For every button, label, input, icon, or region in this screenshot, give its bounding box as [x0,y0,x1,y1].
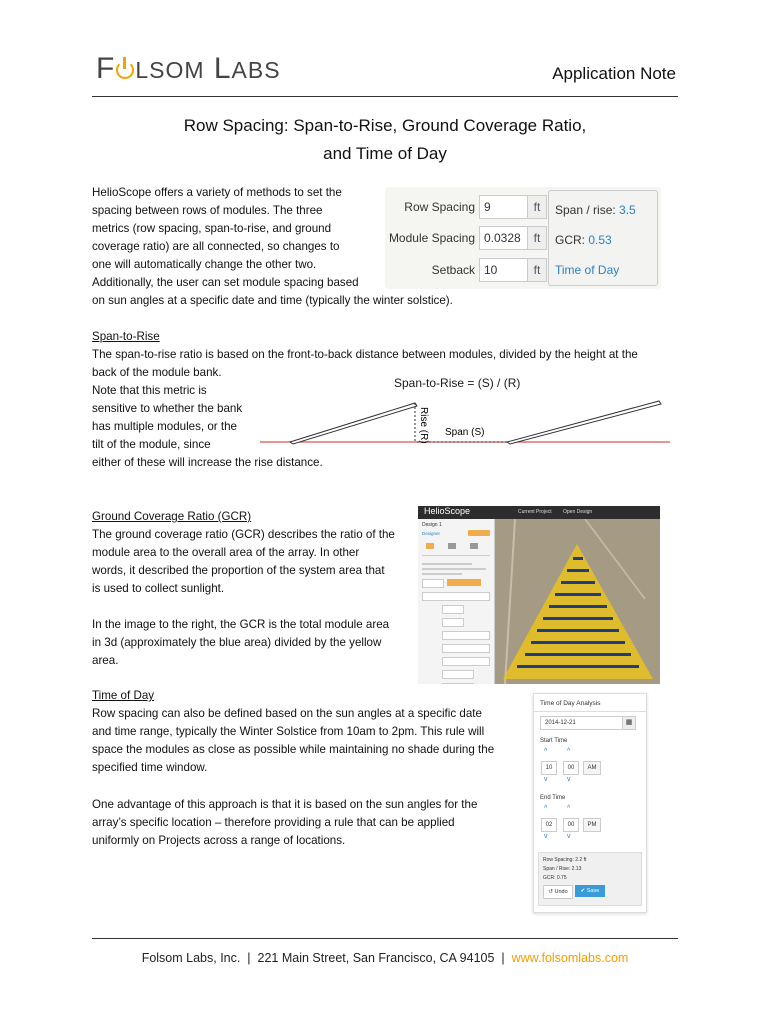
row-spacing-row [385,195,545,221]
gcr-value[interactable]: 0.53 [588,233,612,247]
design-title: Design 1 [422,522,442,528]
intro-line: on sun angles at a specific date and time (typically the winter solstice). [92,294,453,307]
logo-f: F [96,52,116,85]
span-rise-diagram [255,395,675,450]
row-spacing-label: Row Spacing [404,200,475,214]
calendar-icon[interactable]: ▦ [622,717,635,729]
tod-line: space the modules as close as possible while maintaining no shade during the [92,743,495,756]
tab-settings-icon[interactable] [470,543,478,549]
start-hour-up-icon[interactable]: ^ [544,748,548,755]
row-spacing-input[interactable]: 9 [479,195,529,219]
str-line: either of these will increase the rise distance. [92,456,323,469]
page-title-line1: Row Spacing: Span-to-Rise, Ground Coverage Ratio, [183,116,587,135]
end-hour-up-icon[interactable]: ^ [544,805,548,812]
intro-line: coverage ratio) are all connected, so changes to [92,240,340,253]
footer [92,951,678,965]
start-hour-input[interactable]: 10 [541,761,557,775]
end-hour-input[interactable]: 02 [541,818,557,832]
gcr-line: is used to collect sunlight. [92,582,225,595]
header-divider [92,96,678,97]
undo-button[interactable] [543,885,573,899]
module-spacing-input[interactable]: 0.0328 [479,226,529,250]
nav-current-project[interactable]: Current Project [518,509,552,515]
unit-addon: ft [527,258,547,282]
row-spacing-panel [385,187,661,289]
end-min-down-icon[interactable]: v [567,833,571,840]
span-rise-stat [555,203,636,217]
time-of-day-heading: Time of Day [92,689,155,702]
gcr-line: words, it described the proportion of the system area that [92,564,385,577]
helioscope-sidebar [418,519,495,684]
helioscope-brand[interactable]: HelioScope [424,506,471,516]
end-min-up-icon[interactable]: ^ [567,805,571,812]
undo-icon: ↺ [548,889,553,895]
start-time-label: Start Time [540,738,568,744]
time-of-day-link[interactable]: Time of Day [555,263,620,277]
date-input[interactable] [540,716,636,730]
time-of-day-paragraph [92,705,522,777]
logo-l: L [213,52,232,85]
tab-keepouts-icon[interactable] [448,543,456,549]
satellite-array-map [495,519,660,684]
end-ampm-button[interactable]: PM [583,818,601,832]
module-bank-rear [507,401,661,444]
tab-field-segments-icon[interactable] [426,543,434,549]
start-min-down-icon[interactable]: v [567,776,571,783]
str-line: Note that this metric is [92,384,207,397]
result-gcr: GCR: 0.75 [543,875,567,881]
start-min-input[interactable]: 00 [563,761,579,775]
module-spacing-label: Module Spacing [388,231,475,245]
gcr-line: area. [92,654,119,667]
save-button[interactable] [575,885,605,897]
str-line: sensitive to whether the bank [92,402,243,415]
gcr-label: GCR: [555,233,585,247]
footer-separator: | [501,951,505,965]
intro-line: one will automatically change the other two. [92,258,317,271]
module-bank-front [290,403,417,444]
module-spacing-row [385,226,545,252]
str-line: has multiple modules, or the [92,420,237,433]
start-min-up-icon[interactable]: ^ [567,748,571,755]
unit-addon: ft [527,226,547,250]
end-min-input[interactable]: 00 [563,818,579,832]
gcr-paragraph-2 [92,616,412,670]
str-line: tilt of the module, since [92,438,211,451]
logo-lsom: LSOM [135,57,205,83]
gcr-paragraph [92,526,412,598]
save-icon: ✔ [580,888,586,894]
date-value: 2014-12-21 [545,720,576,726]
tod-panel-title: Time of Day Analysis [540,700,601,707]
intro-line: Additionally, the user can set module spacing based [92,276,359,289]
str-line: The span-to-rise ratio is based on the front-to-back distance between modules, divided by the height at the [92,348,638,361]
start-hour-down-icon[interactable]: v [544,776,548,783]
end-time-label: End Time [540,795,566,801]
tod-line: Row spacing can also be defined based on the sun angles at a specific date [92,707,482,720]
doc-type-label: Application Note [552,64,676,83]
gcr-line: module area to the overall area of the array. In other [92,546,360,559]
tod-line: uniformly on Projects across a range of locations. [92,834,346,847]
span-rise-label: Span / rise: [555,203,616,217]
tod-line: and time range, typically the Winter Solstice from 10am to 2pm. This rule will [92,725,485,738]
gcr-stat [555,233,612,247]
setback-label: Setback [431,263,475,277]
save-label: Save [586,888,600,894]
span-rise-value[interactable]: 3.5 [619,203,636,217]
time-of-day-panel [533,693,647,913]
page-title-line2: and Time of Day [323,144,447,163]
sidebar-tabs [422,541,490,556]
spacing-metrics-box [548,190,658,286]
nav-open-design[interactable]: Open Design [563,509,593,515]
footer-url-link[interactable]: www.folsomlabs.com [511,951,629,965]
result-span-rise: Span / Rise: 2.13 [543,866,582,872]
result-row-spacing: Row Spacing: 2.2 ft [543,857,587,863]
helioscope-navbar [418,506,660,519]
sidebar-form [422,561,490,679]
setback-row [385,258,545,284]
gcr-line: in 3d (approximately the blue area) divided by the yellow [92,636,382,649]
start-ampm-button[interactable]: AM [583,761,601,775]
span-to-rise-heading: Span-to-Rise [92,330,160,343]
str-line: back of the module bank. [92,366,222,379]
power-o-icon [116,57,134,79]
intro-line: spacing between rows of modules. The three [92,204,323,217]
tod-line: One advantage of this approach is that it is based on the sun angles for the [92,798,478,811]
tod-line: specified time window. [92,761,208,774]
footer-company: Folsom Labs, Inc. [141,951,241,965]
span-label: Span (S) [445,427,485,438]
time-of-day-paragraph-2 [92,796,522,850]
footer-divider [92,938,678,939]
setback-input[interactable]: 10 [479,258,529,282]
unit-addon: ft [527,195,547,219]
sidebar-orange-button[interactable] [468,530,490,536]
helioscope-screenshot [418,506,660,684]
undo-label: Undo [554,889,568,895]
gcr-line: The ground coverage ratio (GCR) describes the ratio of the [92,528,395,541]
footer-separator: | [247,951,251,965]
folsom-labs-logo [96,52,281,86]
designer-link[interactable]: Designer [422,531,441,536]
logo-abs: ABS [231,57,281,83]
intro-line: metrics (row spacing, span-to-rise, and ground [92,222,332,235]
gcr-line: In the image to the right, the GCR is the total module area [92,618,390,631]
rise-label: Rise (R) [418,407,429,444]
gcr-heading: Ground Coverage Ratio (GCR) [92,510,252,523]
tod-line: array’s specific location – therefore providing a rule that can be applied [92,816,455,829]
footer-address: 221 Main Street, San Francisco, CA 94105 [257,951,495,965]
span-rise-formula: Span-to-Rise = (S) / (R) [394,376,521,390]
end-hour-down-icon[interactable]: v [544,833,548,840]
tod-results-box [538,852,642,906]
intro-line: HelioScope offers a variety of methods to set the [92,186,342,199]
